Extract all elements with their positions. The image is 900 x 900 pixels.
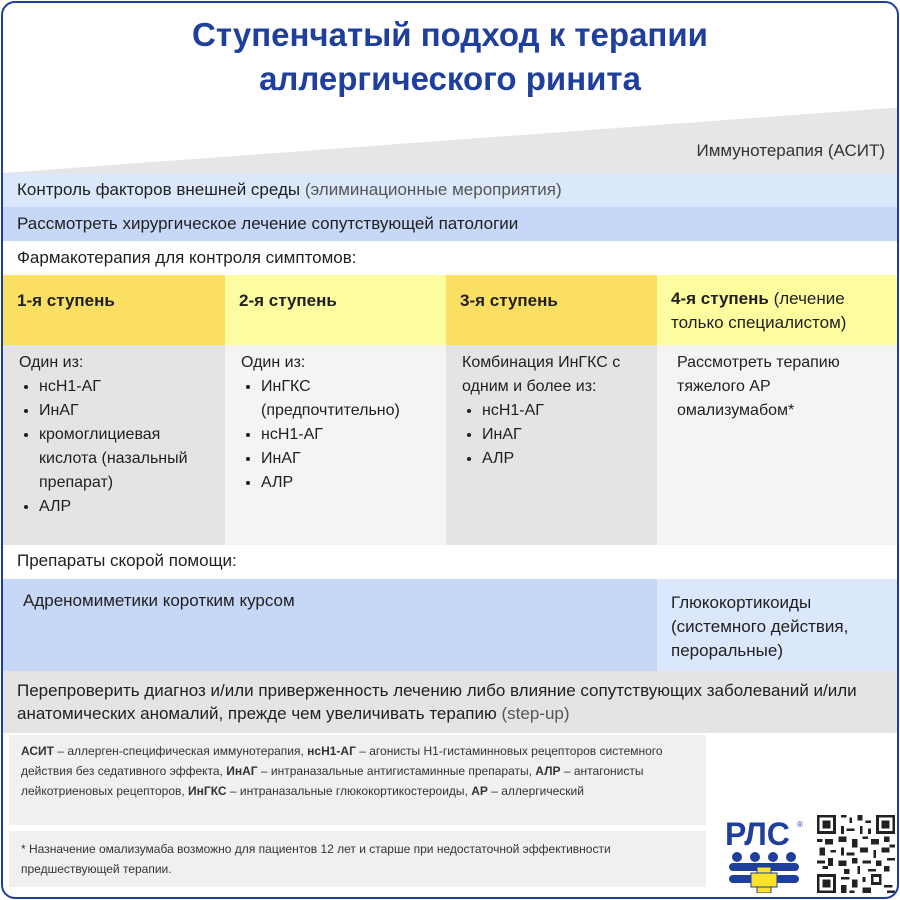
surgery-band: Рассмотреть хирургическое лечение сопутствующей патологии (3, 207, 899, 241)
list-item: • АЛР (39, 495, 209, 519)
page-title (3, 13, 897, 101)
step-3-header (446, 275, 657, 345)
legend-term: нсН1-АГ (307, 744, 356, 758)
step-1-title: 1-я ступень (17, 291, 115, 310)
legend-def: – агонисты Н1-гистаминновых рецепторов системного действия без седативного эффекта, (21, 744, 663, 778)
list-item: • ИнГКС (предпочтительно) (261, 375, 430, 423)
step-2-list (241, 375, 430, 495)
legend-term: АСИТ (21, 744, 54, 758)
people-cross-logo-icon (723, 815, 807, 893)
title-line-1: Ступенчатый подход к терапии (192, 16, 708, 53)
step-3-list (462, 399, 641, 471)
omalizumab-footnote: * Назначение омализумаба возможно для пациентов 12 лет и старше при недостаточной эффективности предшествующей терапии. (9, 831, 706, 887)
abbreviations-legend (9, 735, 706, 825)
step-3-intro: Комбинация ИнГКС с одним и более из: (462, 354, 621, 395)
step-1-body (3, 345, 225, 545)
rescue-glucocorticoids: Глюкокортикоиды (системного действия, пероральные) (657, 579, 899, 671)
step-4-intro: Рассмотреть терапию тяжелого АР омализумабом* (677, 354, 840, 419)
title-line-2: аллергического ринита (259, 60, 641, 97)
legend-def: – интраназальные глюкокортикостероиды, (226, 784, 472, 798)
rescue-adrenomimetics: Адреномиметики коротким курсом (3, 579, 657, 671)
logo-text: РЛС (725, 816, 790, 852)
legend-term: ИнГКС (188, 784, 227, 798)
legend-def: – аллерген-специфическая иммунотерапия, (54, 744, 308, 758)
environment-note: (элиминационные мероприятия) (304, 180, 562, 199)
list-item: • кромоглициевая кислота (назальный препарат) (39, 423, 209, 495)
recheck-main: Перепроверить диагноз и/или приверженность лечению либо влияние сопутствующих заболеваний и/или анатомических аномалий, прежде чем увеличивать терапию (17, 681, 857, 723)
environment-main: Контроль факторов внешней среды (17, 180, 301, 199)
qr-code-icon (817, 815, 895, 893)
step-2-intro: Один из: (241, 354, 306, 371)
pharmacotherapy-label: Фармакотерапия для контроля симптомов: (3, 241, 899, 275)
recheck-band (3, 671, 899, 733)
step-2-title: 2-я ступень (239, 291, 337, 310)
rescue-label: Препараты скорой помощи: (17, 551, 237, 570)
step-2-header (225, 275, 446, 345)
list-item: • АЛР (261, 471, 430, 495)
legend-def: – аллергический (487, 784, 584, 798)
legend-def: – интраназальные антигистаминные препараты, (257, 764, 536, 778)
step-1-intro: Один из: (19, 354, 84, 371)
immunotherapy-wedge (3, 107, 899, 173)
immunotherapy-label: Иммунотерапия (АСИТ) (696, 141, 885, 160)
list-item: • ИнАГ (261, 447, 430, 471)
list-item: • нсН1-АГ (39, 375, 209, 399)
step-1-header (3, 275, 225, 345)
list-item: • ИнАГ (39, 399, 209, 423)
step-4-header (657, 275, 899, 345)
list-item: • ИнАГ (482, 423, 641, 447)
environment-control-band (3, 173, 899, 207)
list-item: • АЛР (482, 447, 641, 471)
list-item: • нсН1-АГ (261, 423, 430, 447)
legend-term: АЛР (535, 764, 561, 778)
infographic-frame (1, 1, 899, 899)
legend-def: – антагонисты лейкотриеновых рецепторов, (21, 764, 644, 798)
step-4-body (657, 345, 899, 545)
legend-term: ИнАГ (226, 764, 258, 778)
step-3-body (446, 345, 657, 545)
legend-term: АР (471, 784, 488, 798)
logo-reg: ® (797, 820, 803, 829)
step-3-title: 3-я ступень (460, 291, 558, 310)
step-4-title: 4-я ступень (671, 289, 769, 308)
step-1-list (19, 375, 209, 519)
step-4-note: (лечение только специалистом) (671, 289, 847, 332)
step-2-body (225, 345, 446, 545)
recheck-note: (step-up) (501, 704, 570, 723)
list-item: • нсН1-АГ (482, 399, 641, 423)
